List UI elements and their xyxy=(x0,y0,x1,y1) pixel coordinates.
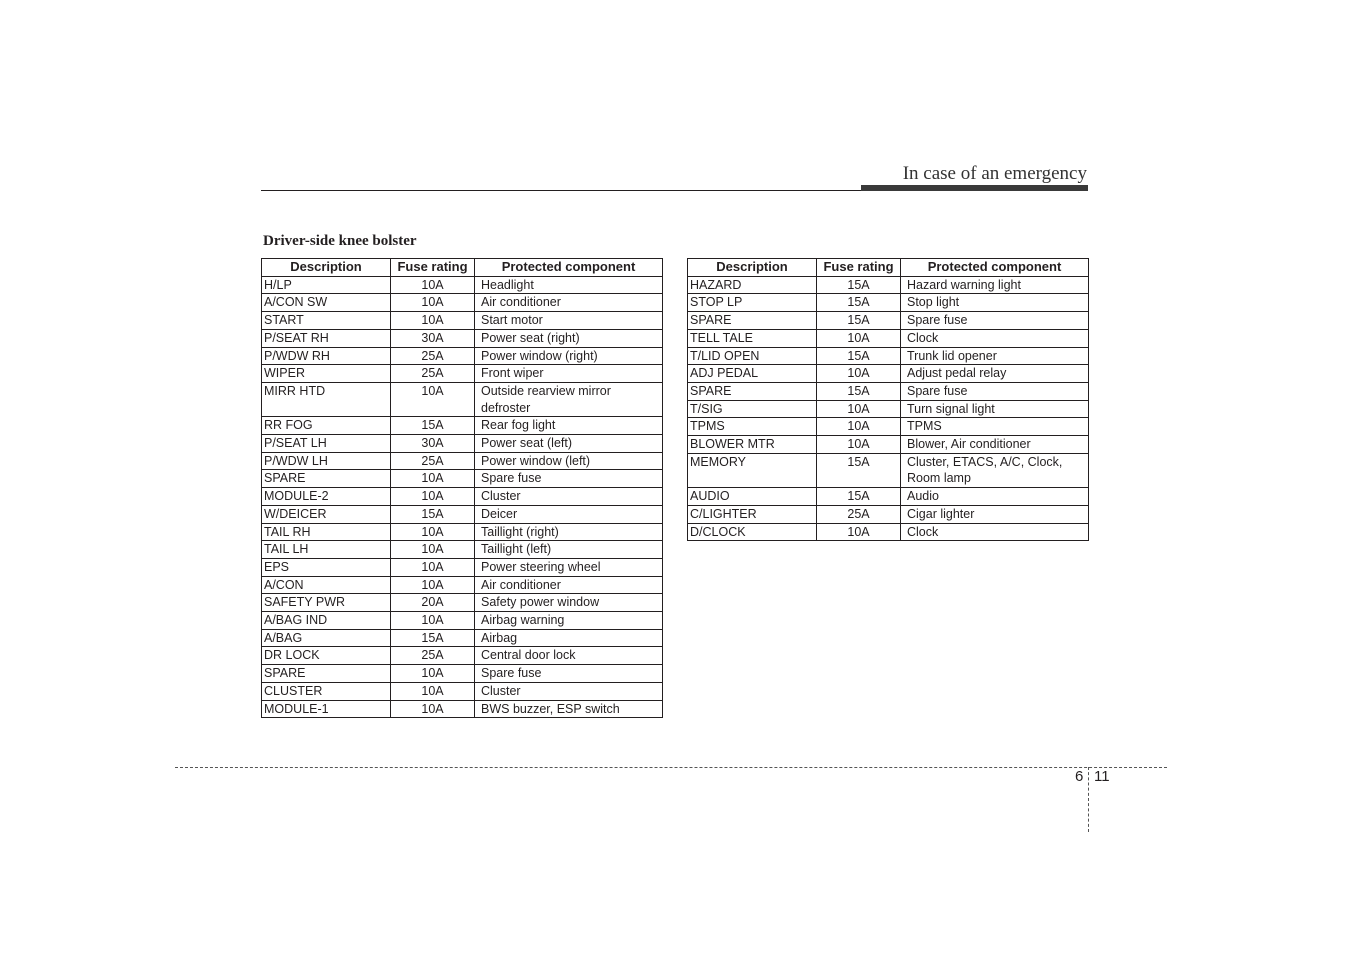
table-row xyxy=(262,612,663,630)
fuse-rating: 15A xyxy=(817,488,901,506)
fuse-rating: 30A xyxy=(391,435,475,453)
fuse-description: A/BAG IND xyxy=(262,612,391,630)
fuse-rating: 10A xyxy=(391,541,475,559)
fuse-description: RR FOG xyxy=(262,417,391,435)
fuse-rating: 10A xyxy=(817,436,901,454)
fuse-description: P/SEAT LH xyxy=(262,435,391,453)
table-row xyxy=(688,453,1089,487)
chapter-number: 6 xyxy=(1075,768,1084,785)
fuse-rating: 15A xyxy=(817,453,901,487)
table-row xyxy=(262,682,663,700)
table-row xyxy=(688,488,1089,506)
protected-component: Blower, Air conditioner xyxy=(901,436,1089,454)
fuse-description: MODULE-2 xyxy=(262,488,391,506)
fuse-rating: 10A xyxy=(391,470,475,488)
column-header-fuse-rating: Fuse rating xyxy=(391,259,475,277)
table-row xyxy=(262,700,663,718)
fuse-description: STOP LP xyxy=(688,294,817,312)
protected-component: Taillight (right) xyxy=(475,523,663,541)
protected-component: TPMS xyxy=(901,418,1089,436)
table-header-row xyxy=(262,259,663,277)
protected-component: Turn signal light xyxy=(901,400,1089,418)
fuse-description: SPARE xyxy=(262,470,391,488)
protected-component: Spare fuse xyxy=(901,382,1089,400)
fuse-rating: 15A xyxy=(391,505,475,523)
fuse-table-right xyxy=(687,258,1089,541)
table-row xyxy=(262,417,663,435)
fuse-rating: 15A xyxy=(391,629,475,647)
protected-component: Hazard warning light xyxy=(901,276,1089,294)
protected-component: Spare fuse xyxy=(901,312,1089,330)
protected-component: BWS buzzer, ESP switch xyxy=(475,700,663,718)
fuse-description: P/WDW LH xyxy=(262,452,391,470)
protected-component: Cigar lighter xyxy=(901,505,1089,523)
table-row xyxy=(262,594,663,612)
fuse-rating: 10A xyxy=(391,700,475,718)
table-row xyxy=(262,647,663,665)
column-header-fuse-rating: Fuse rating xyxy=(817,259,901,277)
fuse-rating: 10A xyxy=(391,523,475,541)
fuse-description: SAFETY PWR xyxy=(262,594,391,612)
fuse-description: C/LIGHTER xyxy=(688,505,817,523)
fuse-rating: 10A xyxy=(391,382,475,416)
fuse-description: WIPER xyxy=(262,365,391,383)
fuse-rating: 15A xyxy=(817,382,901,400)
fuse-description: TAIL RH xyxy=(262,523,391,541)
fuse-rating: 15A xyxy=(817,312,901,330)
table-row xyxy=(688,436,1089,454)
table-row xyxy=(262,576,663,594)
fuse-description: P/WDW RH xyxy=(262,347,391,365)
fuse-rating: 30A xyxy=(391,329,475,347)
fuse-rating: 25A xyxy=(391,365,475,383)
table-row xyxy=(262,558,663,576)
protected-component: Power window (right) xyxy=(475,347,663,365)
header-accent-bar xyxy=(861,185,1088,191)
fuse-description: START xyxy=(262,312,391,330)
protected-component: Start motor xyxy=(475,312,663,330)
table-row xyxy=(262,523,663,541)
table-row xyxy=(688,400,1089,418)
fuse-rating: 15A xyxy=(391,417,475,435)
fuse-description: TELL TALE xyxy=(688,329,817,347)
fuse-description: T/LID OPEN xyxy=(688,347,817,365)
protected-component: Central door lock xyxy=(475,647,663,665)
table-row xyxy=(688,276,1089,294)
protected-component: Clock xyxy=(901,329,1089,347)
fuse-rating: 15A xyxy=(817,294,901,312)
page-header-title: In case of an emergency xyxy=(902,163,1087,184)
table-row xyxy=(688,329,1089,347)
table-row xyxy=(688,312,1089,330)
table-row xyxy=(688,365,1089,383)
protected-component: Power steering wheel xyxy=(475,558,663,576)
fuse-description: EPS xyxy=(262,558,391,576)
fuse-rating: 10A xyxy=(391,294,475,312)
fuse-rating: 10A xyxy=(391,276,475,294)
protected-component: Rear fog light xyxy=(475,417,663,435)
protected-component: Power window (left) xyxy=(475,452,663,470)
fuse-rating: 10A xyxy=(817,400,901,418)
fuse-description: MEMORY xyxy=(688,453,817,487)
fuse-rating: 10A xyxy=(817,523,901,541)
table-row xyxy=(688,347,1089,365)
table-row xyxy=(262,452,663,470)
table-row xyxy=(262,365,663,383)
fuse-rating: 25A xyxy=(391,347,475,365)
protected-component: Spare fuse xyxy=(475,665,663,683)
protected-component: Air conditioner xyxy=(475,294,663,312)
fuse-description: AUDIO xyxy=(688,488,817,506)
fuse-rating: 10A xyxy=(817,418,901,436)
fuse-description: T/SIG xyxy=(688,400,817,418)
table-row xyxy=(688,382,1089,400)
column-header-protected-component: Protected component xyxy=(475,259,663,277)
fuse-description: A/BAG xyxy=(262,629,391,647)
fuse-description: MODULE-1 xyxy=(262,700,391,718)
table-row xyxy=(688,523,1089,541)
fuse-description: DR LOCK xyxy=(262,647,391,665)
fuse-rating: 10A xyxy=(391,488,475,506)
fuse-description: H/LP xyxy=(262,276,391,294)
protected-component: Taillight (left) xyxy=(475,541,663,559)
fuse-description: SPARE xyxy=(688,312,817,330)
table-row xyxy=(262,435,663,453)
fuse-rating: 10A xyxy=(391,576,475,594)
fuse-description: W/DEICER xyxy=(262,505,391,523)
fuse-description: SPARE xyxy=(688,382,817,400)
protected-component: Deicer xyxy=(475,505,663,523)
fuse-description: HAZARD xyxy=(688,276,817,294)
table-row xyxy=(688,505,1089,523)
table-row xyxy=(688,294,1089,312)
protected-component: Adjust pedal relay xyxy=(901,365,1089,383)
table-row xyxy=(262,470,663,488)
fuse-rating: 10A xyxy=(391,612,475,630)
table-row xyxy=(262,488,663,506)
table-row xyxy=(262,505,663,523)
table-row xyxy=(262,665,663,683)
page-number: 11 xyxy=(1094,768,1110,785)
protected-component: Power seat (left) xyxy=(475,435,663,453)
fuse-rating: 25A xyxy=(817,505,901,523)
protected-component: Cluster, ETACS, A/C, Clock, Room lamp xyxy=(901,453,1089,487)
fuse-table-left xyxy=(261,258,663,718)
fuse-description: CLUSTER xyxy=(262,682,391,700)
footer-divider xyxy=(1088,767,1089,832)
protected-component: Front wiper xyxy=(475,365,663,383)
fuse-description: ADJ PEDAL xyxy=(688,365,817,383)
protected-component: Headlight xyxy=(475,276,663,294)
column-header-description: Description xyxy=(262,259,391,277)
protected-component: Clock xyxy=(901,523,1089,541)
fuse-description: MIRR HTD xyxy=(262,382,391,416)
fuse-description: A/CON SW xyxy=(262,294,391,312)
table-row xyxy=(262,382,663,416)
fuse-rating: 10A xyxy=(391,665,475,683)
fuse-description: TPMS xyxy=(688,418,817,436)
fuse-rating: 10A xyxy=(817,329,901,347)
protected-component: Outside rearview mirror defroster xyxy=(475,382,663,416)
fuse-description: BLOWER MTR xyxy=(688,436,817,454)
protected-component: Safety power window xyxy=(475,594,663,612)
protected-component: Cluster xyxy=(475,682,663,700)
table-row xyxy=(262,329,663,347)
table-header-row xyxy=(688,259,1089,277)
protected-component: Cluster xyxy=(475,488,663,506)
table-row xyxy=(262,347,663,365)
column-header-protected-component: Protected component xyxy=(901,259,1089,277)
fuse-rating: 25A xyxy=(391,647,475,665)
fuse-description: TAIL LH xyxy=(262,541,391,559)
protected-component: Power seat (right) xyxy=(475,329,663,347)
fuse-rating: 20A xyxy=(391,594,475,612)
fuse-rating: 15A xyxy=(817,276,901,294)
section-title: Driver-side knee bolster xyxy=(263,233,417,249)
protected-component: Trunk lid opener xyxy=(901,347,1089,365)
footer-rule xyxy=(175,767,1167,768)
table-row xyxy=(262,541,663,559)
table-row xyxy=(262,312,663,330)
header-rule xyxy=(261,190,861,191)
fuse-description: SPARE xyxy=(262,665,391,683)
fuse-rating: 25A xyxy=(391,452,475,470)
fuse-rating: 10A xyxy=(391,312,475,330)
fuse-description: P/SEAT RH xyxy=(262,329,391,347)
fuse-description: A/CON xyxy=(262,576,391,594)
table-row xyxy=(262,294,663,312)
protected-component: Air conditioner xyxy=(475,576,663,594)
protected-component: Airbag warning xyxy=(475,612,663,630)
table-row xyxy=(262,629,663,647)
fuse-rating: 10A xyxy=(817,365,901,383)
fuse-rating: 15A xyxy=(817,347,901,365)
protected-component: Airbag xyxy=(475,629,663,647)
column-header-description: Description xyxy=(688,259,817,277)
fuse-rating: 10A xyxy=(391,682,475,700)
table-row xyxy=(688,418,1089,436)
fuse-description: D/CLOCK xyxy=(688,523,817,541)
table-row xyxy=(262,276,663,294)
protected-component: Spare fuse xyxy=(475,470,663,488)
protected-component: Audio xyxy=(901,488,1089,506)
fuse-rating: 10A xyxy=(391,558,475,576)
protected-component: Stop light xyxy=(901,294,1089,312)
